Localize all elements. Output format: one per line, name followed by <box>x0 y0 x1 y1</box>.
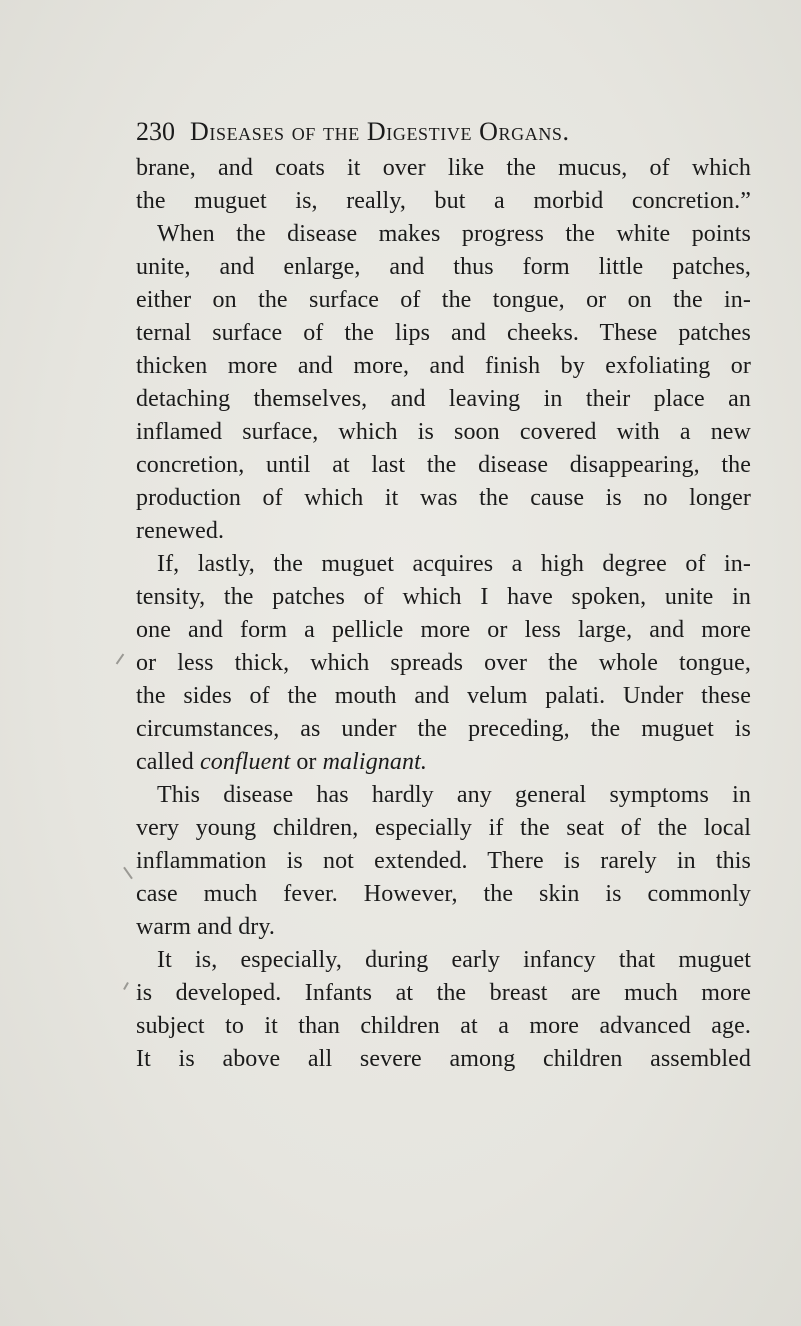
text-line: tensity, the patches of which I have spoken, unite in <box>136 584 751 610</box>
text-line: It is, especially, during early infancy that muguet <box>157 947 751 973</box>
running-header <box>136 114 756 150</box>
paper-fleck <box>123 982 129 990</box>
text-line: either on the surface of the tongue, or on the in- <box>136 287 751 313</box>
running-title: Diseases of the Digestive Organs. <box>190 117 570 146</box>
text-line: warm and dry. <box>136 914 276 940</box>
text-line: renewed. <box>136 518 225 544</box>
page-number: 230 <box>136 117 175 146</box>
text-line: brane, and coats it over like the mucus, of which <box>136 155 751 181</box>
body-text <box>136 152 751 1076</box>
text-line: inflamed surface, which is soon covered with a new <box>136 419 751 445</box>
text-line: inflammation is not extended. There is rarely in this <box>136 848 751 874</box>
text-line: one and form a pellicle more or less large, and more <box>136 617 751 643</box>
text-line: very young children, especially if the seat of the local <box>136 815 751 841</box>
paper-fleck <box>123 867 133 880</box>
text-line: concretion, until at last the disease disappearing, the <box>136 452 751 478</box>
text-line: the sides of the mouth and velum palati. Under these <box>136 683 751 709</box>
text-fragment: or <box>290 749 323 775</box>
text-line: circumstances, as under the preceding, the muguet is <box>136 716 751 742</box>
text-line: is developed. Infants at the breast are much more <box>136 980 751 1006</box>
text-line: It is above all severe among children assembled <box>136 1046 751 1072</box>
text-fragment: called <box>136 749 200 775</box>
text-line: ternal surface of the lips and cheeks. These patches <box>136 320 751 346</box>
text-line: This disease has hardly any general symptoms in <box>157 782 751 808</box>
text-line: If, lastly, the muguet acquires a high degree of in- <box>157 551 751 577</box>
text-line: unite, and enlarge, and thus form little patches, <box>136 254 751 280</box>
text-line-with-emphasis <box>136 746 751 779</box>
paper-fleck <box>116 654 125 665</box>
text-line: production of which it was the cause is no longer <box>136 485 751 511</box>
text-line: or less thick, which spreads over the whole tongue, <box>136 650 751 676</box>
text-line: thicken more and more, and finish by exfoliating or <box>136 353 751 379</box>
emphasis-term: confluent <box>200 749 291 775</box>
text-line: When the disease makes progress the white points <box>157 221 751 247</box>
text-line: detaching themselves, and leaving in their place an <box>136 386 751 412</box>
text-line: the muguet is, really, but a morbid concretion.” <box>136 188 751 214</box>
text-line: subject to it than children at a more advanced age. <box>136 1013 751 1039</box>
emphasis-term: malignant. <box>322 749 427 775</box>
text-line: case much fever. However, the skin is commonly <box>136 881 751 907</box>
